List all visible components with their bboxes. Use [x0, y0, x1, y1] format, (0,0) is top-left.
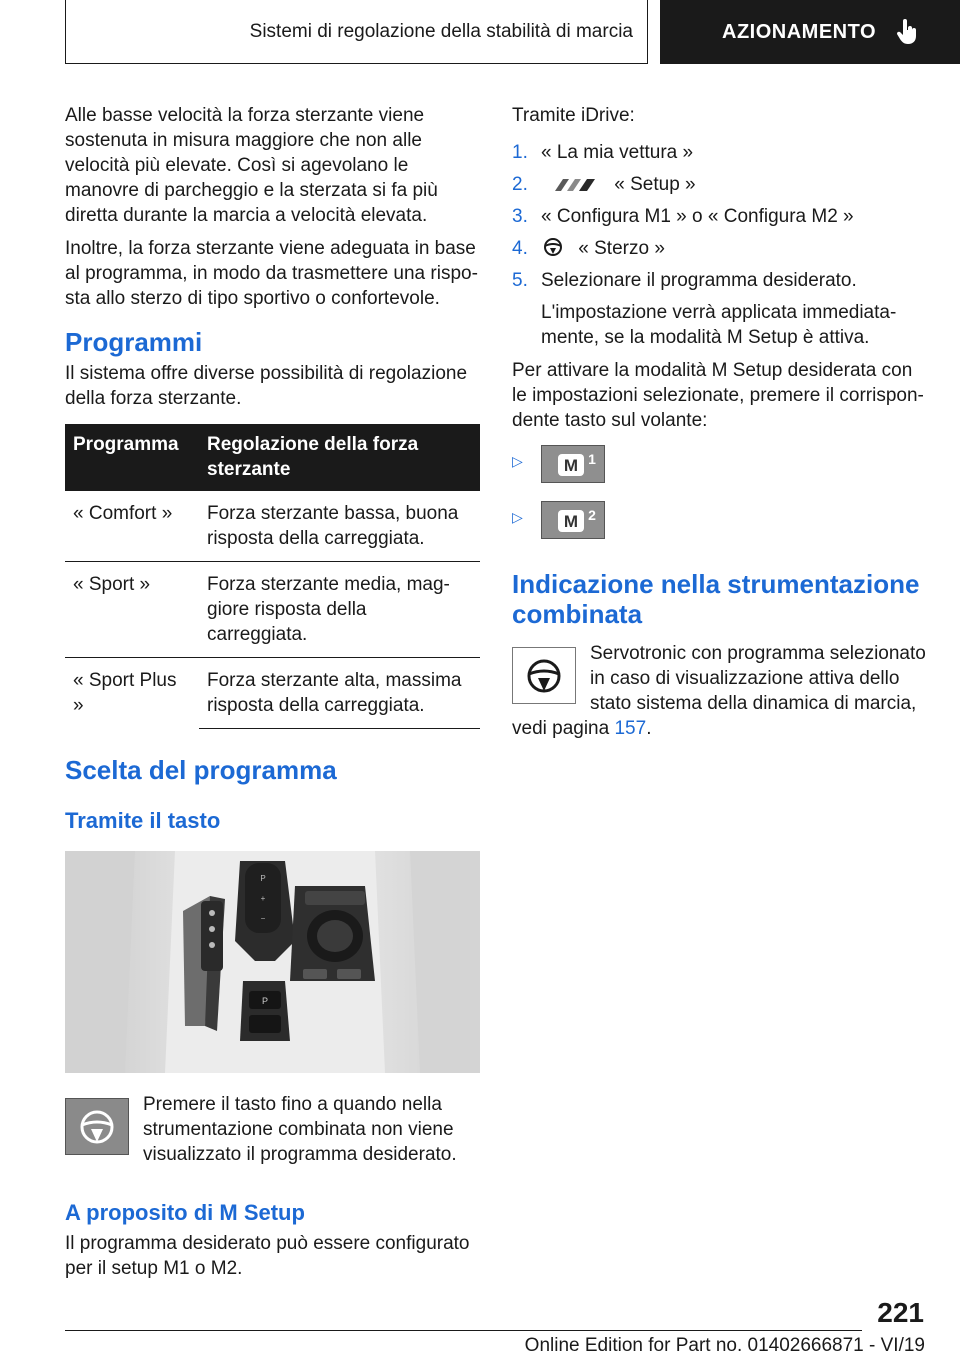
right-column — [512, 103, 927, 741]
msetup-text: Il programma desiderato può essere configurato per il setup M1 o M2. — [65, 1233, 470, 1279]
svg-text:M: M — [563, 456, 579, 475]
table-header-row — [65, 424, 480, 491]
table-cell-program: « Sport » — [65, 562, 199, 658]
step-number: 2. — [512, 174, 528, 195]
hand-pointer-icon — [896, 19, 918, 45]
page-reference-link[interactable]: 157 — [614, 718, 647, 739]
step-text: « La mia vettura » — [541, 142, 694, 163]
page-number: 221 — [877, 1297, 924, 1328]
table-row — [65, 658, 480, 729]
programmi-heading: Programmi — [65, 327, 203, 357]
table-cell-regulation: Forza sterzante alta, massima risposta della carreggiata. — [199, 658, 480, 729]
msetup-heading: A proposito di M Setup — [65, 1200, 305, 1225]
m-stripes-icon — [551, 177, 599, 193]
activate-text: Per attivare la modalità M Setup desiderata con le impostazioni selezionate, premere il corrispondente tasto sul volante: — [512, 360, 924, 431]
m2-button-row — [512, 501, 927, 539]
list-item — [512, 268, 927, 350]
page-reference-suffix: . — [646, 718, 652, 739]
tasto-heading: Tramite il tasto — [65, 808, 221, 833]
table-cell-program: « Sport Plus » — [65, 658, 199, 729]
step-text: Selezionare il programma desiderato. — [541, 270, 857, 291]
list-item — [512, 236, 927, 261]
chapter-title: AZIONAMENTO — [722, 20, 877, 43]
step-number: 1. — [512, 142, 528, 163]
idrive-intro: Tramite iDrive: — [512, 105, 635, 126]
svg-text:P: P — [260, 874, 266, 883]
scelta-heading: Scelta del programma — [65, 755, 337, 785]
programmi-text: Il sistema offre diverse possibilità di regolazione della forza sterzante. — [65, 363, 468, 409]
tasto-description — [65, 1092, 480, 1167]
bullet-triangle-icon: ▷ — [512, 453, 523, 469]
step5-note: L'impostazione verrà applicata immediatamente, se la modalità M Setup è attiva. — [541, 302, 897, 348]
center-console-photo — [65, 851, 480, 1073]
table-cell-regulation: Forza sterzante bassa, buona risposta della carreggiata. — [199, 491, 480, 562]
svg-text:M: M — [563, 512, 579, 531]
svg-text:−: − — [260, 914, 266, 923]
m2-button-icon — [541, 501, 605, 539]
footer-edition: Online Edition for Part no. 01402666871 - VI/19 — [524, 1335, 925, 1356]
svg-text:P: P — [261, 996, 269, 1006]
intro-paragraph-1: Alle basse velocità la forza sterzante viene sostenuta in misura maggiore che non alle velocità più elevate. Così si agevolano le manovre di parcheggio e la sterzata si fa più diretta durante la marcia a velocità elevata. — [65, 105, 438, 226]
list-item — [512, 172, 927, 197]
table-cell-regulation: Forza sterzante media, maggiore risposta della carreggiata. — [199, 562, 480, 658]
tasto-text: Premere il tasto fino a quando nella strumentazione combinata non viene visualizzato il programma desiderato. — [143, 1094, 457, 1165]
table-row — [65, 562, 480, 658]
svg-text:2: 2 — [588, 507, 596, 523]
m1-button-row — [512, 445, 927, 483]
header-chapter — [660, 0, 960, 64]
header-section-title — [65, 0, 648, 64]
table-row — [65, 491, 480, 562]
programs-table — [65, 424, 480, 729]
table-header-program: Programma — [65, 424, 199, 491]
svg-text:1: 1 — [588, 451, 596, 467]
console-illustration — [65, 851, 480, 1073]
step-number: 5. — [512, 270, 528, 291]
indicazione-description — [512, 641, 927, 741]
intro-paragraph-2: Inoltre, la forza sterzante viene adeguata in base al programma, in modo da trasmettere una risposta allo sterzo di tipo sportivo o confortevole. — [65, 238, 478, 309]
list-item — [512, 140, 927, 165]
steering-wheel-icon — [65, 1098, 129, 1155]
step-text: « Configura M1 » o « Configura M2 » — [541, 206, 854, 227]
idrive-steps — [512, 140, 927, 350]
footer-divider — [65, 1330, 862, 1331]
section-title: Sistemi di regolazione della stabilità di marcia — [249, 20, 633, 42]
list-item — [512, 204, 927, 229]
step-text: « Setup » — [614, 174, 696, 195]
m1-button-icon — [541, 445, 605, 483]
step-text: « Sterzo » — [578, 238, 665, 259]
table-header-regulation: Regolazione della forza sterzante — [199, 424, 480, 491]
step-number: 4. — [512, 238, 528, 259]
table-cell-program: « Comfort » — [73, 503, 173, 524]
left-column — [65, 103, 480, 1289]
svg-text:+: + — [260, 894, 266, 903]
step-number: 3. — [512, 206, 528, 227]
indicazione-heading: Indicazione nella strumentazione combinata — [512, 569, 920, 629]
steering-wheel-display-icon — [512, 647, 576, 704]
bullet-triangle-icon: ▷ — [512, 509, 523, 525]
indicazione-text: Servotronic con programma selezionato in caso di visualizzazione attiva dello stato sistema della dinamica di marcia, vedi pagina — [512, 643, 926, 739]
steering-wheel-small-icon — [543, 237, 563, 257]
